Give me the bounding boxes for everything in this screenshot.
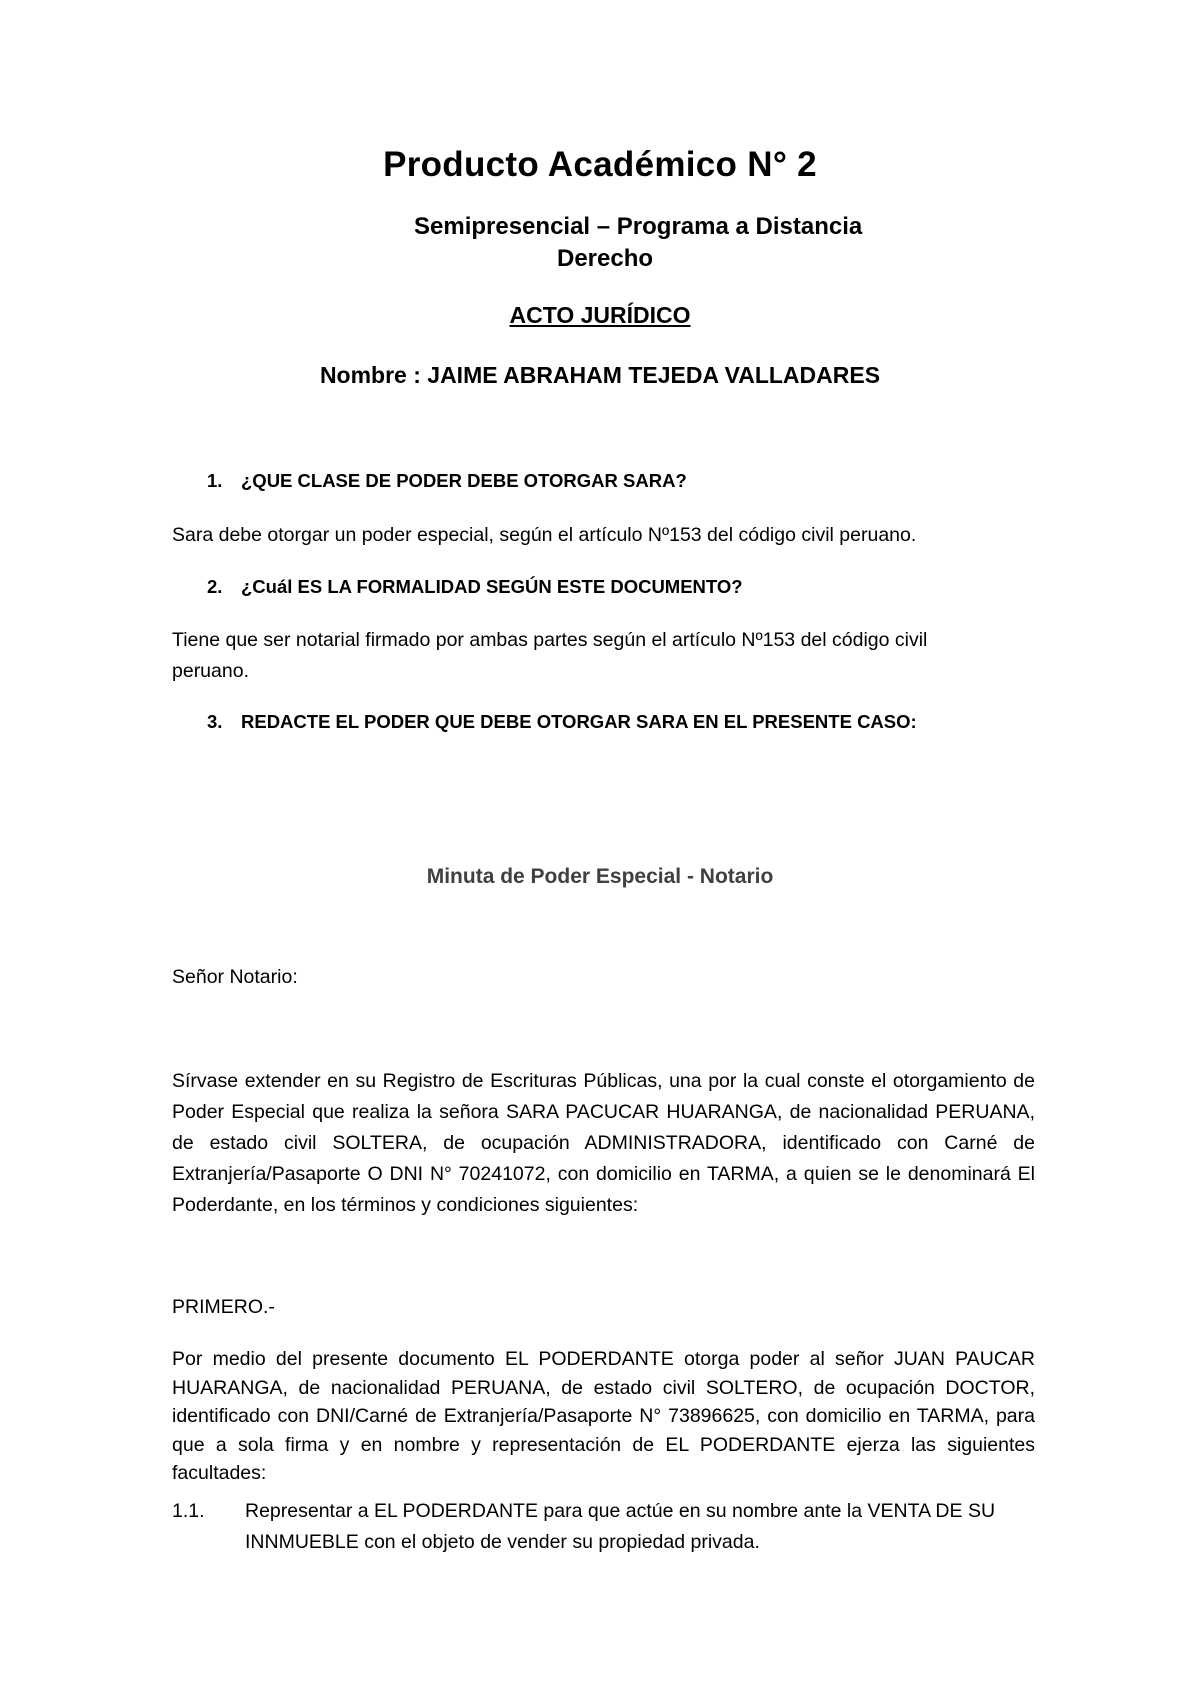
question-1 [207, 467, 687, 495]
clause-heading: PRIMERO.- [172, 1296, 275, 1318]
document-title: Producto Académico N° 2 [383, 145, 817, 184]
question-text: REDACTE EL PODER QUE DEBE OTORGAR SARA EN EL PRESENTE CASO: [241, 711, 917, 732]
question-2 [207, 573, 743, 601]
item-text: Representar a EL PODERDANTE para que actúe en su nombre ante la VENTA DE SU INNMUEBLE con el objeto de vender su propiedad privada. [245, 1500, 996, 1553]
question-3 [207, 708, 917, 736]
minuta-intro-paragraph: Sírvase extender en su Registro de Escrituras Públicas, una por la cual conste el otorgamiento de Poder Especial que realiza la señora SARA PACUCAR HUARANGA, de nacionalidad PERUANA, de estado civil SOLTERA, de ocupación ADMINISTRADORA, identificado con Carné de Extranjería/Pasaporte O DNI N° 70241072, con domicilio en TARMA, a quien se le denominará El Poderdante, en los términos y condiciones siguientes: [172, 1070, 1035, 1216]
course-topic: ACTO JURÍDICO [509, 302, 691, 328]
answer-1: Sara debe otorgar un poder especial, según el artículo Nº153 del código civil peruano. [172, 524, 917, 546]
question-text: ¿QUE CLASE DE PODER DEBE OTORGAR SARA? [241, 470, 687, 491]
minuta-title: Minuta de Poder Especial - Notario [426, 865, 774, 888]
question-number: 1. [207, 470, 223, 491]
question-number: 3. [207, 711, 223, 732]
item-number: 1.1. [172, 1500, 205, 1522]
clause-body-paragraph: Por medio del presente documento EL PODERDANTE otorga poder al señor JUAN PAUCAR HUARANGA, de nacionalidad PERUANA, de estado civil SOLTERO, de ocupación DOCTOR, identificado con DNI/Carné de Extranjería/Pasaporte N° 73896625, con domicilio en TARMA, para que a sola firma y en nombre y representación de EL PODERDANTE ejerza las siguientes facultades: [172, 1348, 1035, 1484]
question-number: 2. [207, 576, 223, 597]
program-subtitle: Semipresencial – Programa a Distancia [414, 213, 863, 240]
question-text: ¿Cuál ES LA FORMALIDAD SEGÚN ESTE DOCUMENTO? [241, 576, 743, 597]
career-name: Derecho [557, 245, 654, 272]
student-name: Nombre : JAIME ABRAHAM TEJEDA VALLADARES [319, 362, 881, 388]
salutation: Señor Notario: [172, 966, 298, 988]
answer-2: Tiene que ser notarial firmado por ambas partes según el artículo Nº153 del código civil peruano. [172, 629, 928, 682]
